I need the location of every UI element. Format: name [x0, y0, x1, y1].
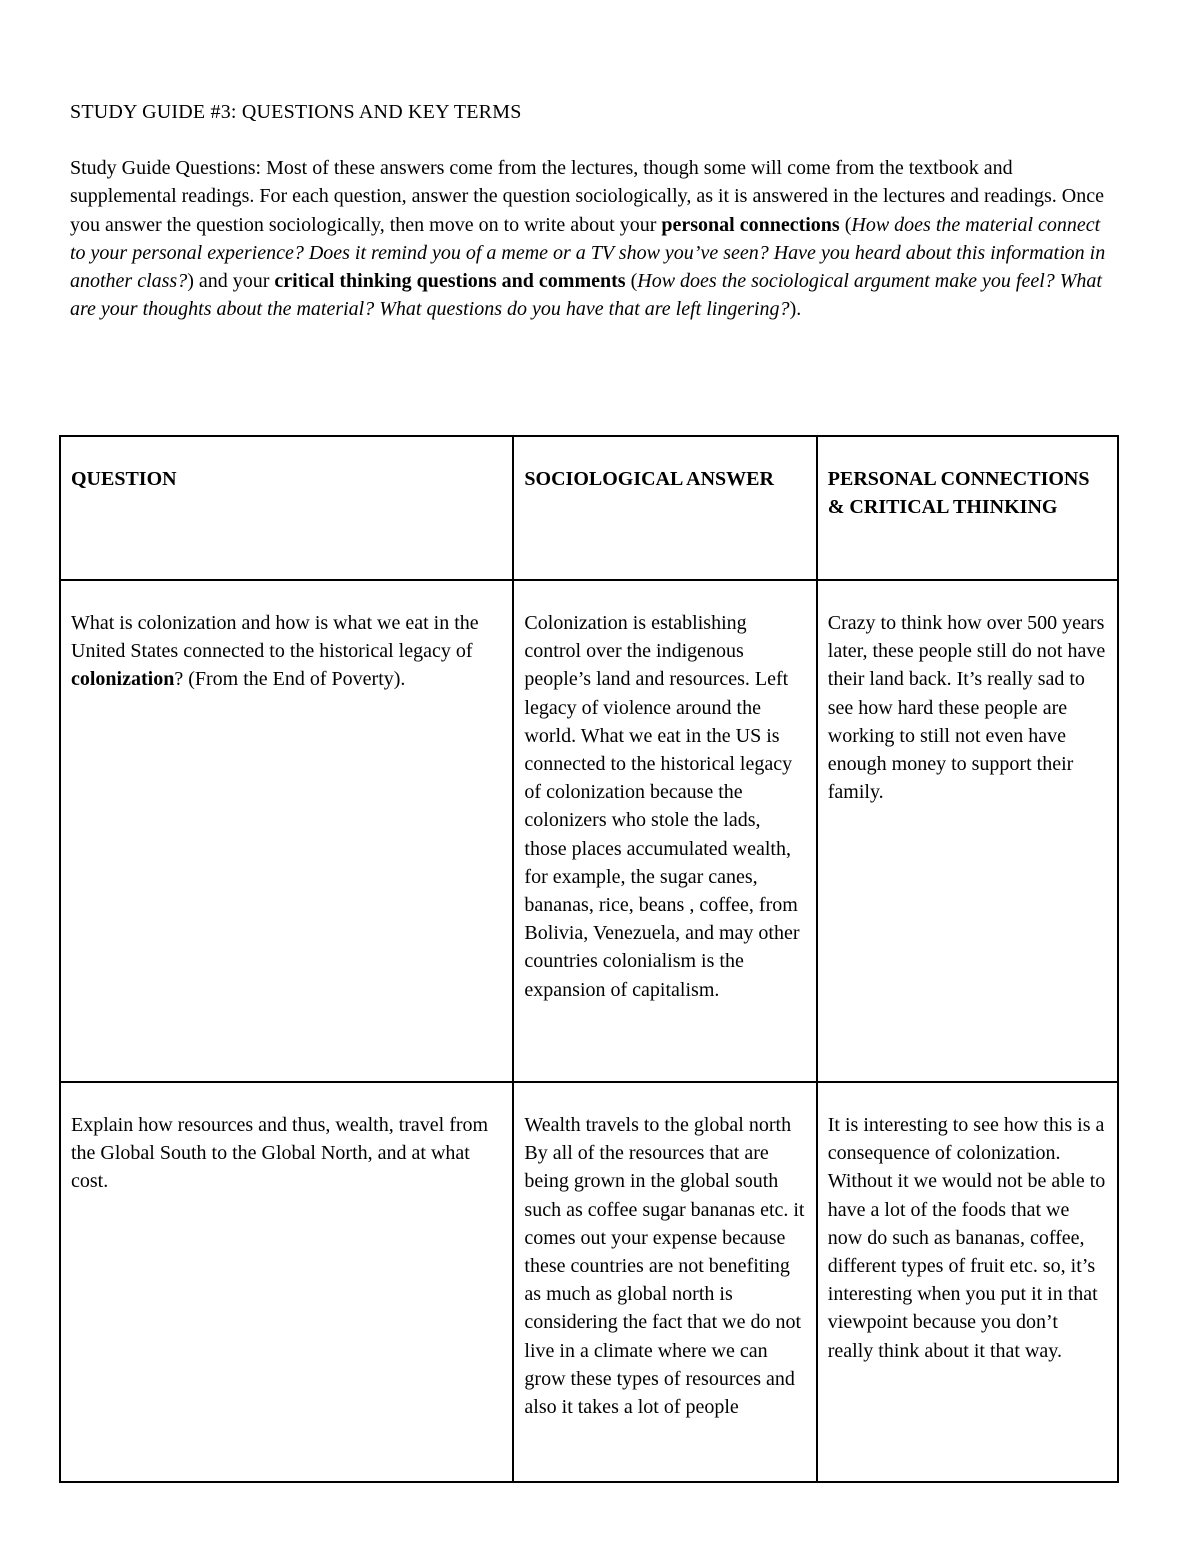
header-question: QUESTION	[60, 436, 513, 580]
intro-paren-close-1: ) and your	[187, 270, 275, 293]
table-row	[60, 580, 1118, 1082]
page-title: STUDY GUIDE #3: QUESTIONS AND KEY TERMS	[70, 101, 522, 123]
table-row	[60, 1082, 1118, 1482]
intro-lead: Study Guide Questions: Most of these answers come from the lectures, though some will come from the textbook and supplemental readings. For each question, answer the question sociologically, as it is answered in the lectures and readings. Once you answer the question sociologically, then move on to write about your	[70, 157, 1104, 236]
table-header-row	[60, 436, 1118, 580]
personal-cell: It is interesting to see how this is a consequence of colonization. Without it we would not be able to have a lot of the foods that we now do such as bananas, coffee, different types of fruit etc. so, it’s interesting when you put it in that viewpoint because you don’t really think about it that way.	[817, 1082, 1118, 1482]
personal-connections-label: personal connections	[661, 213, 840, 236]
answer-cell: Colonization is establishing control over the indigenous people’s land and resources. Left legacy of violence around the world. What we eat in the US is connected to the historical legacy of colonization because the colonizers who stole the lads, those places accumulated wealth, for example, the sugar canes, bananas, rice, beans , coffee, from Bolivia, Venezuela, and may other countries colonialism is the expansion of capitalism.	[513, 580, 816, 1082]
intro-paren-open-2: (	[625, 270, 638, 293]
intro-paragraph	[70, 154, 1120, 324]
intro-paren-open-1: (	[839, 213, 852, 236]
question-text: What is colonization and how is what we eat in the United States connected to the historical legacy of	[71, 612, 479, 663]
answer-cell: Wealth travels to the global north By all of the resources that are being grown in the global south such as coffee sugar bananas etc. it comes out your expense because these countries are not benefiting as much as global north is considering the fact that we do not live in a climate where we can grow these types of resources and also it takes a lot of people	[513, 1082, 816, 1482]
critical-thinking-label: critical thinking questions and comments	[274, 270, 626, 293]
header-sociological-answer: SOCIOLOGICAL ANSWER	[513, 436, 816, 580]
question-text-end: ? (From the End of Poverty).	[174, 668, 406, 691]
question-cell: Explain how resources and thus, wealth, travel from the Global South to the Global North, and at what cost.	[60, 1082, 513, 1482]
personal-prompt: How does the material connect to your personal experience? Does it remind you of a meme or a TV show you’ve seen? Have you heard about this information in another class?	[70, 213, 1106, 293]
header-personal-connections: PERSONAL CONNECTIONS & CRITICAL THINKING	[817, 436, 1118, 580]
personal-cell: Crazy to think how over 500 years later, these people still do not have their land back. It’s really sad to see how hard these people are working to still not even have enough money to support their family.	[817, 580, 1118, 1082]
intro-paren-close-2: ).	[789, 298, 802, 321]
question-key-term: colonization	[71, 668, 175, 691]
question-cell	[60, 580, 513, 1082]
study-guide-table	[59, 435, 1119, 1483]
critical-prompt: How does the sociological argument make you feel? What are your thoughts about the material? What questions do you have that are left lingering?	[70, 270, 1102, 321]
